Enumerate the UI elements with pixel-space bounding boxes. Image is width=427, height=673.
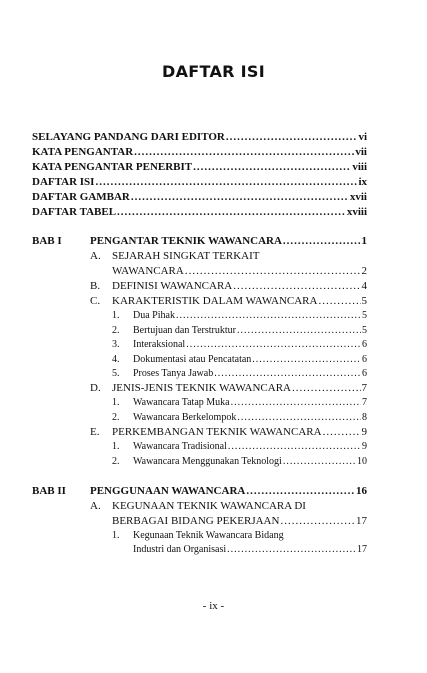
toc-item[interactable] (133, 396, 367, 410)
toc-item[interactable] (133, 440, 367, 454)
toc-page: 9 (362, 441, 367, 452)
toc-item[interactable] (133, 309, 367, 323)
toc-item[interactable] (133, 455, 367, 469)
toc-label: PERKEMBANGAN TEKNIK WAWANCARA (112, 426, 322, 438)
toc-label: KATA PENGANTAR (32, 146, 134, 158)
toc-page: 17 (356, 515, 367, 527)
item-number: 2. (112, 412, 120, 423)
toc-item[interactable] (133, 411, 367, 425)
toc-page: vii (355, 146, 367, 158)
toc-label: Dua Pihak (133, 310, 175, 321)
toc-label: KARAKTERISTIK DALAM WAWANCARA (112, 295, 318, 307)
toc-label: Wawancara Tradisional (133, 441, 227, 452)
toc-label: Bertujuan dan Terstruktur (133, 325, 236, 336)
toc-page: 5 (361, 295, 367, 307)
toc-label: BERBAGAI BIDANG PEKERJAAN (112, 515, 280, 527)
item-number: 2. (112, 456, 120, 467)
toc-entry-daftar-isi[interactable] (32, 175, 367, 189)
toc-item[interactable] (133, 543, 367, 557)
section-letter: A. (90, 500, 101, 512)
toc-label: KATA PENGANTAR PENERBIT (32, 161, 193, 173)
toc-page: 7 (362, 397, 367, 408)
toc-page: viii (352, 161, 367, 173)
toc-chapter-1[interactable] (90, 234, 367, 248)
section-letter: D. (90, 382, 101, 394)
section-letter: C. (90, 295, 101, 307)
page-title: DAFTAR ISI (162, 62, 265, 81)
toc-page: vi (358, 131, 367, 143)
toc-label: DAFTAR TABEL (32, 206, 117, 218)
toc-label: JENIS-JENIS TEKNIK WAWANCARA (112, 382, 291, 394)
toc-page: 4 (361, 280, 367, 292)
toc-page: 9 (361, 426, 367, 438)
toc-label: Industri dan Organisasi (133, 544, 227, 555)
toc-label: DAFTAR ISI (32, 176, 95, 188)
toc-page: 10 (357, 456, 367, 467)
toc-section-1c[interactable] (112, 294, 367, 308)
toc-entry-selayang[interactable] (32, 130, 367, 144)
toc-label: SELAYANG PANDANG DARI EDITOR (32, 131, 225, 143)
item-number: 1. (112, 310, 120, 321)
toc-page: 6 (362, 368, 367, 379)
toc-label: DEFINISI WAWANCARA (112, 280, 233, 292)
toc-label[interactable]: Kegunaan Teknik Wawancara Bidang (133, 530, 284, 541)
item-number: 1. (112, 397, 120, 408)
toc-section-1b[interactable] (112, 279, 367, 293)
item-number: 4. (112, 354, 120, 365)
section-letter: B. (90, 280, 101, 292)
section-letter: E. (90, 426, 100, 438)
toc-label: PENGGUNAAN WAWANCARA (90, 485, 246, 497)
toc-entry-daftar-tabel[interactable] (32, 205, 367, 219)
toc-label: Dokumentasi atau Pencatatan (133, 354, 252, 365)
toc-section-1e[interactable] (112, 425, 367, 439)
toc-entry-daftar-gambar[interactable] (32, 190, 367, 204)
section-letter: A. (90, 250, 101, 262)
toc-item[interactable] (133, 338, 367, 352)
toc-page: 8 (362, 412, 367, 423)
toc-label: WAWANCARA (112, 265, 184, 277)
toc-label: Wawancara Tatap Muka (133, 397, 230, 408)
toc-entry-kata-pengantar-penerbit[interactable] (32, 160, 367, 174)
toc-label[interactable]: SEJARAH SINGKAT TERKAIT (112, 250, 260, 262)
page-number-footer: - ix - (202, 600, 225, 612)
toc-label: Wawancara Berkelompok (133, 412, 237, 423)
toc-chapter-2[interactable] (90, 484, 367, 498)
toc-item[interactable] (133, 353, 367, 367)
item-number: 3. (112, 339, 120, 350)
toc-entry-kata-pengantar[interactable] (32, 145, 367, 159)
toc-item[interactable] (133, 367, 367, 381)
toc-page: xvii (349, 191, 367, 203)
toc-page: 7 (361, 382, 367, 394)
toc-page: 1 (361, 235, 367, 247)
toc-section-2a[interactable] (112, 514, 367, 528)
chapter-number: BAB I (32, 235, 62, 247)
toc-page: 5 (362, 310, 367, 321)
toc-label: Interaksional (133, 339, 186, 350)
toc-page: 6 (362, 354, 367, 365)
toc-page: 5 (362, 325, 367, 336)
item-number: 1. (112, 530, 120, 541)
toc-page: 17 (357, 544, 367, 555)
item-number: 2. (112, 325, 120, 336)
toc-page: 2 (361, 265, 367, 277)
toc-page: 16 (356, 485, 367, 497)
toc-label[interactable]: KEGUNAAN TEKNIK WAWANCARA DI (112, 500, 306, 512)
toc-page: xviii (346, 206, 367, 218)
toc-section-1a[interactable] (112, 264, 367, 278)
toc-section-1d[interactable] (112, 381, 367, 395)
toc-label: DAFTAR GAMBAR (32, 191, 130, 203)
toc-item[interactable] (133, 324, 367, 338)
chapter-number: BAB II (32, 485, 66, 497)
toc-label: Wawancara Menggunakan Teknologi (133, 456, 282, 467)
toc-label: Proses Tanya Jawab (133, 368, 214, 379)
item-number: 1. (112, 441, 120, 452)
toc-label: PENGANTAR TEKNIK WAWANCARA (90, 235, 282, 247)
toc-page: ix (358, 176, 367, 188)
toc-page: 6 (362, 339, 367, 350)
item-number: 5. (112, 368, 120, 379)
